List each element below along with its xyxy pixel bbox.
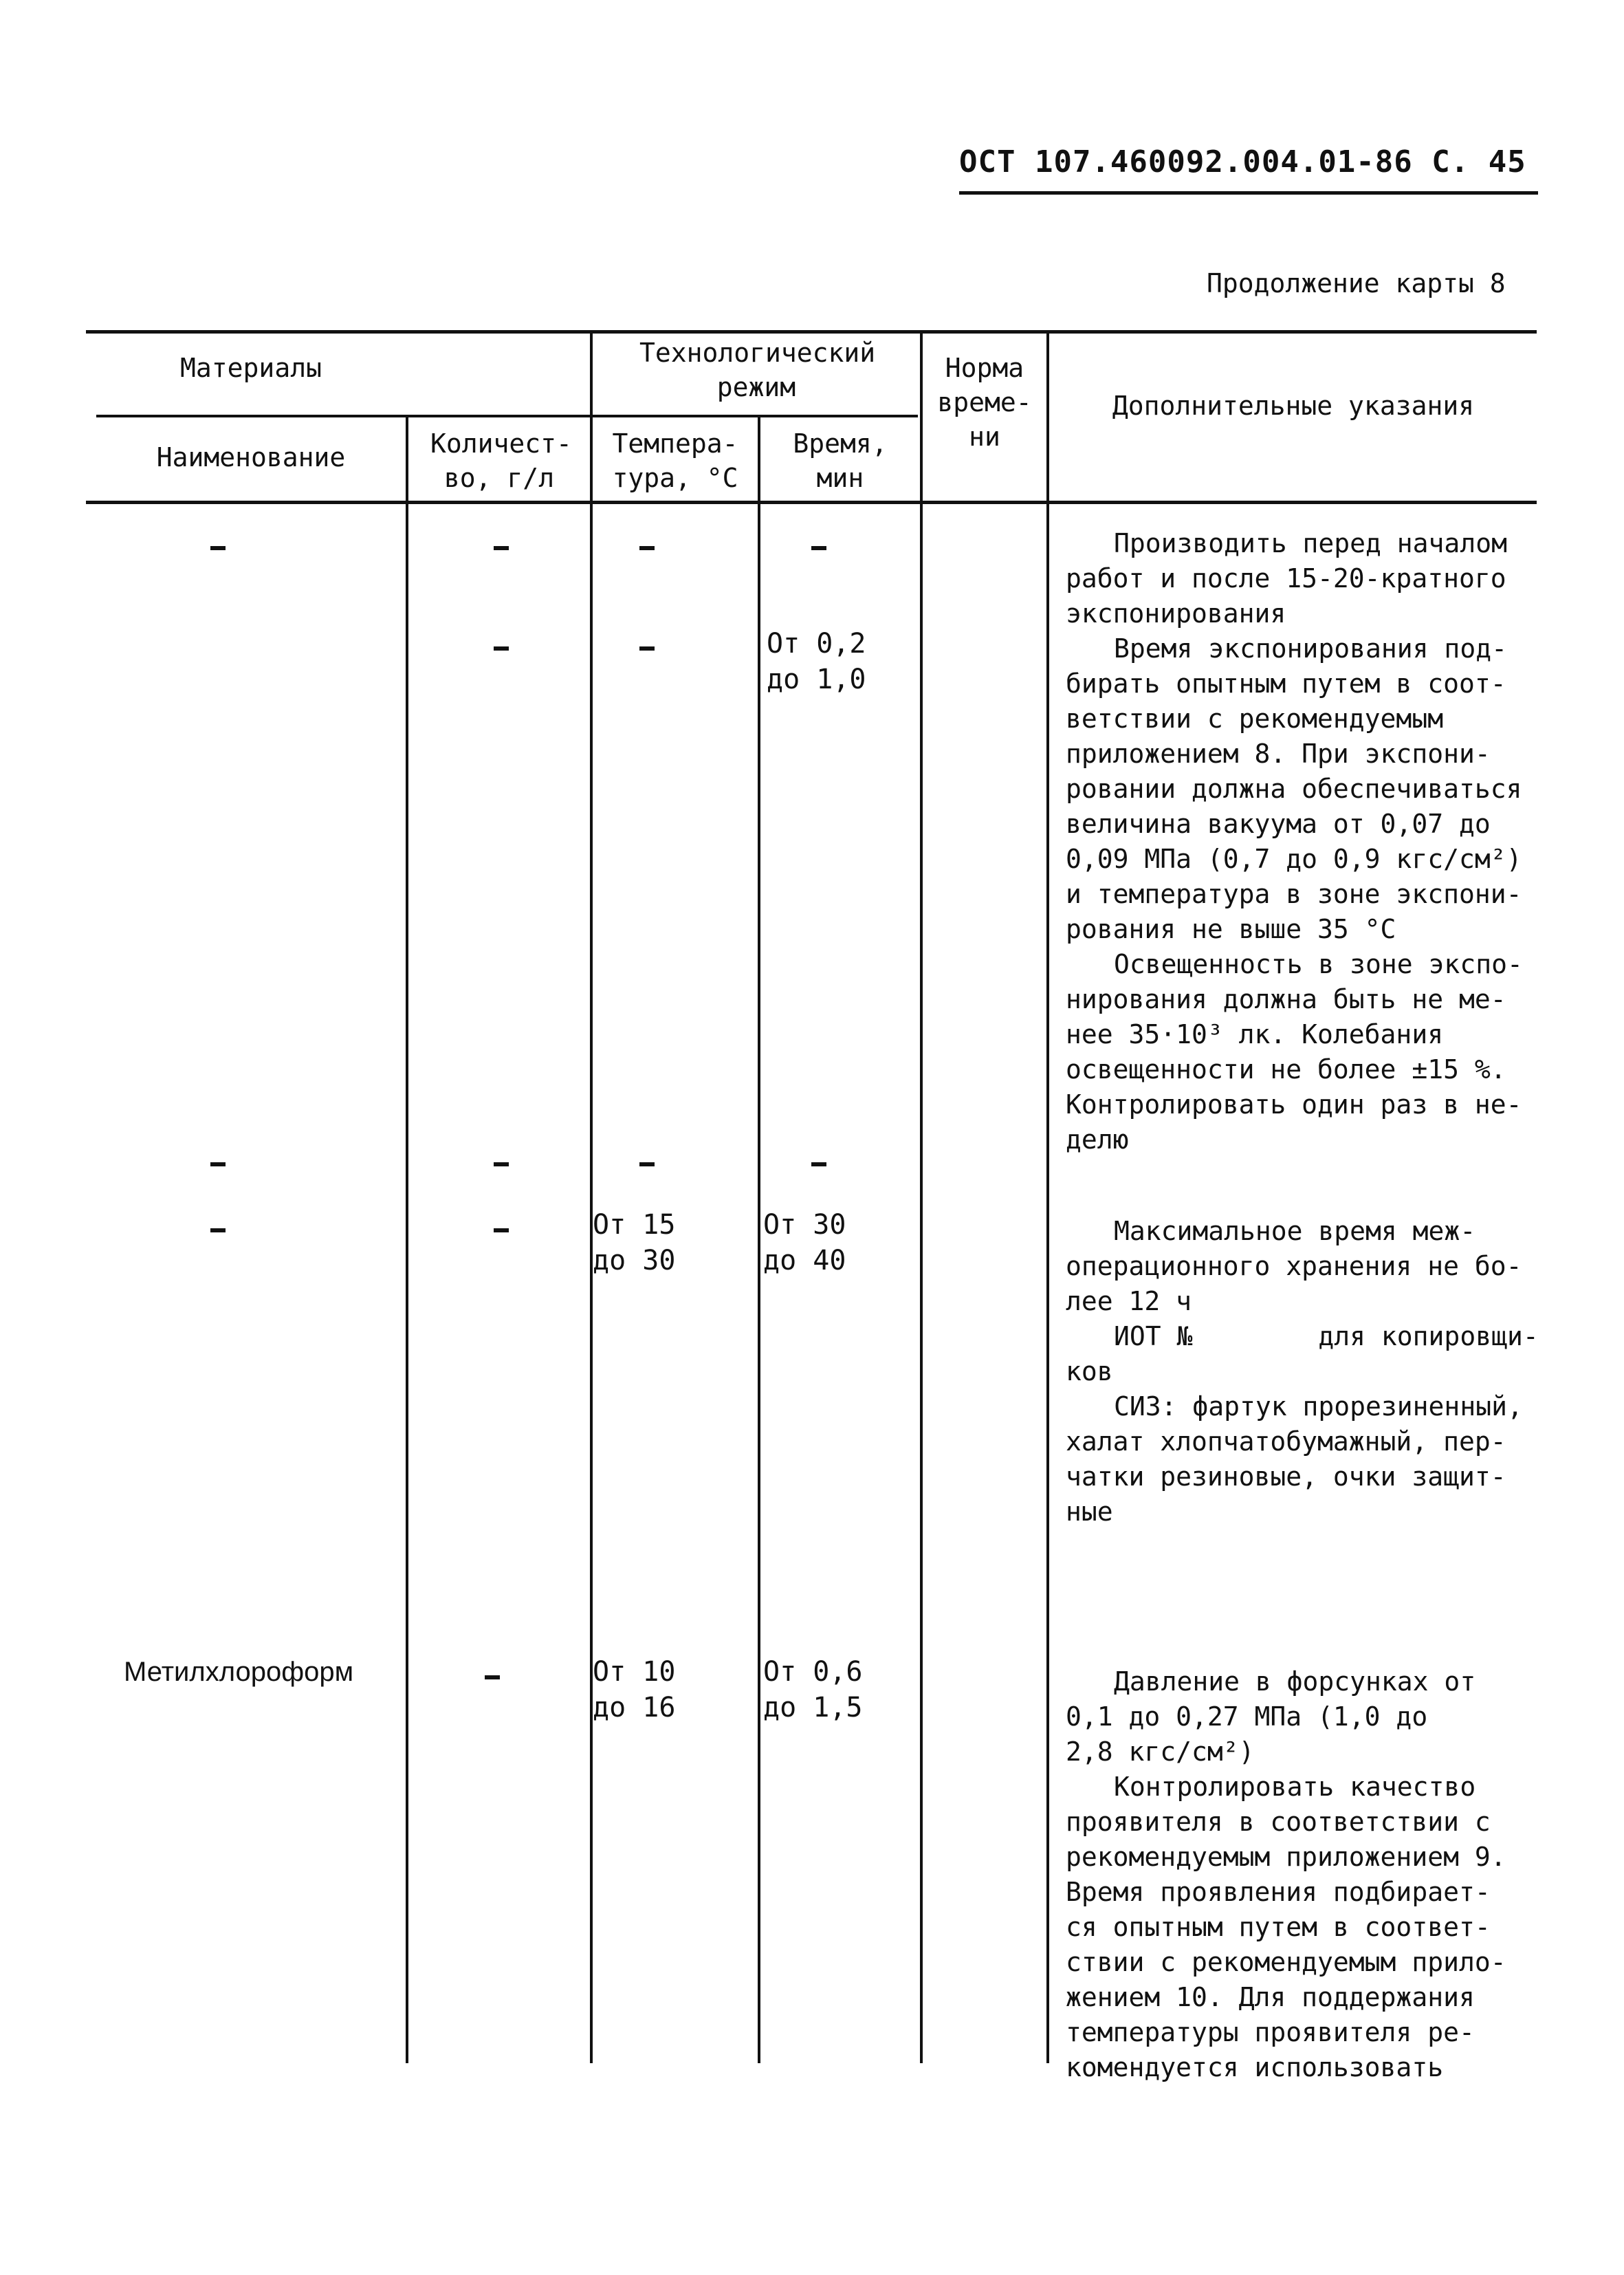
header-norm — [923, 351, 1046, 454]
table-top-rule — [86, 330, 1537, 334]
header-norm-text: Норма време- ни — [937, 353, 1032, 452]
note-line: проявителя в соответствии с — [1066, 1807, 1491, 1837]
header-time-text: Время, мин — [793, 428, 888, 493]
header-temperature-text: Темпера- тура, °С — [612, 428, 738, 493]
note-line: 0,1 до 0,27 МПа (1,0 до — [1066, 1701, 1428, 1732]
note-line: ствии с рекомендуемым прило- — [1066, 1947, 1506, 1977]
note-line: освещенности не более ±15 %. — [1066, 1054, 1506, 1085]
row4-quantity-dash — [485, 1675, 500, 1679]
row2-name-dash — [210, 1162, 226, 1166]
row3-time: От 30 до 40 — [763, 1209, 846, 1276]
row3-name-dash — [210, 1228, 226, 1232]
note-line: Давление в форсунках от — [1114, 1666, 1476, 1697]
note-line: делю — [1066, 1124, 1129, 1155]
note-line: лее 12 ч — [1066, 1286, 1192, 1316]
row3-quantity-dash — [494, 1228, 509, 1232]
row0-temperature-dash — [639, 546, 655, 550]
row0-quantity-dash — [494, 546, 509, 550]
row1-time: От 0,2 до 1,0 — [767, 628, 866, 695]
note-line: ровании должна обеспечиваться — [1066, 774, 1522, 804]
row0-notes — [1066, 526, 1561, 631]
note-line: ся опытным путем в соответ- — [1066, 1912, 1491, 1942]
row2-temperature-dash — [639, 1162, 655, 1166]
header-quantity — [408, 426, 590, 495]
header-tech-mode-text: Технологический режим — [639, 338, 876, 402]
note-line: Время проявления подбирает- — [1066, 1877, 1491, 1907]
note-line: ИОТ № для копировщи- — [1114, 1321, 1539, 1351]
note-line: халат хлопчатобумажный, пер- — [1066, 1426, 1506, 1457]
note-line: чатки резиновые, очки защит- — [1066, 1461, 1506, 1492]
header-time — [760, 426, 920, 495]
note-line: нее 35·10³ лк. Колебания — [1066, 1019, 1444, 1049]
row3-temperature: От 15 до 30 — [593, 1209, 676, 1276]
note-line: 2,8 кгс/см²) — [1066, 1737, 1255, 1767]
note-line: комендуется использовать — [1066, 2052, 1444, 2082]
row4-temperature: От 10 до 16 — [593, 1656, 676, 1723]
note-line: ков — [1066, 1356, 1113, 1386]
row2-time-dash — [811, 1162, 826, 1166]
row0-name-dash — [210, 546, 226, 550]
note-line: рекомендуемым приложением 9. — [1066, 1842, 1506, 1872]
row1-temperature-dash — [639, 646, 655, 651]
note-line: экспонирования — [1066, 598, 1286, 629]
document-header: ОСТ 107.460092.004.01-86 С. 45 — [959, 144, 1526, 179]
dash-values — [0, 0, 1, 1]
col-divider-5 — [1046, 331, 1049, 2063]
note-line: рования не выше 35 °С — [1066, 914, 1396, 944]
header-temperature — [593, 426, 758, 495]
note-line: Контролировать качество — [1114, 1772, 1476, 1802]
note-line: бирать опытным путем в соот- — [1066, 668, 1506, 699]
note-line: нирования должна быть не ме- — [1066, 984, 1506, 1014]
note-line: СИЗ: фартук прорезиненный, — [1114, 1391, 1523, 1422]
row3-notes — [1066, 1214, 1561, 1530]
note-line: приложением 8. При экспони- — [1066, 739, 1491, 769]
col-divider-4 — [920, 331, 923, 2063]
header-tech-mode — [593, 336, 920, 404]
col-divider-1 — [406, 416, 408, 2063]
header-quantity-text: Количест- во, г/л — [430, 428, 572, 493]
header-extra: Дополнительные указания — [1112, 391, 1475, 421]
note-line: Освещенность в зоне экспо- — [1114, 949, 1523, 979]
row2-quantity-dash — [494, 1162, 509, 1166]
row4-name: Метилхлороформ — [124, 1657, 354, 1687]
header-name: Наименование — [156, 442, 346, 472]
row4-time: От 0,6 до 1,5 — [763, 1656, 863, 1723]
row0-time-dash — [811, 546, 826, 550]
note-line: операционного хранения не бо- — [1066, 1251, 1522, 1281]
note-line: величина вакуума от 0,07 до — [1066, 809, 1491, 839]
note-line: жением 10. Для поддержания — [1066, 1982, 1475, 2012]
note-line: и температура в зоне экспони- — [1066, 879, 1522, 909]
row1-quantity-dash — [494, 646, 509, 651]
header-materials: Материалы — [180, 353, 322, 383]
row0-name — [0, 0, 1, 1]
header-bottom-rule — [86, 501, 1537, 504]
header-mid-rule — [96, 415, 918, 417]
note-line: Максимальное время меж- — [1114, 1216, 1476, 1246]
header-underline — [959, 191, 1538, 195]
note-line: 0,09 МПа (0,7 до 0,9 кгс/см²) — [1066, 844, 1522, 874]
note-line: Производить перед началом — [1114, 528, 1507, 558]
note-line: работ и после 15-20-кратного — [1066, 563, 1506, 594]
row4-notes — [1066, 1664, 1561, 2085]
note-line: температуры проявителя ре- — [1066, 2017, 1475, 2047]
note-line: Контролировать один раз в не- — [1066, 1089, 1522, 1120]
note-line: ные — [1066, 1496, 1113, 1527]
note-line: ветствии с рекомендуемым — [1066, 704, 1444, 734]
col-divider-3 — [758, 416, 760, 2063]
page-subtitle: Продолжение карты 8 — [1207, 268, 1506, 298]
note-line: Время экспонирования под- — [1114, 633, 1507, 664]
col-divider-2 — [590, 331, 593, 2063]
row1-notes — [1066, 631, 1561, 1157]
